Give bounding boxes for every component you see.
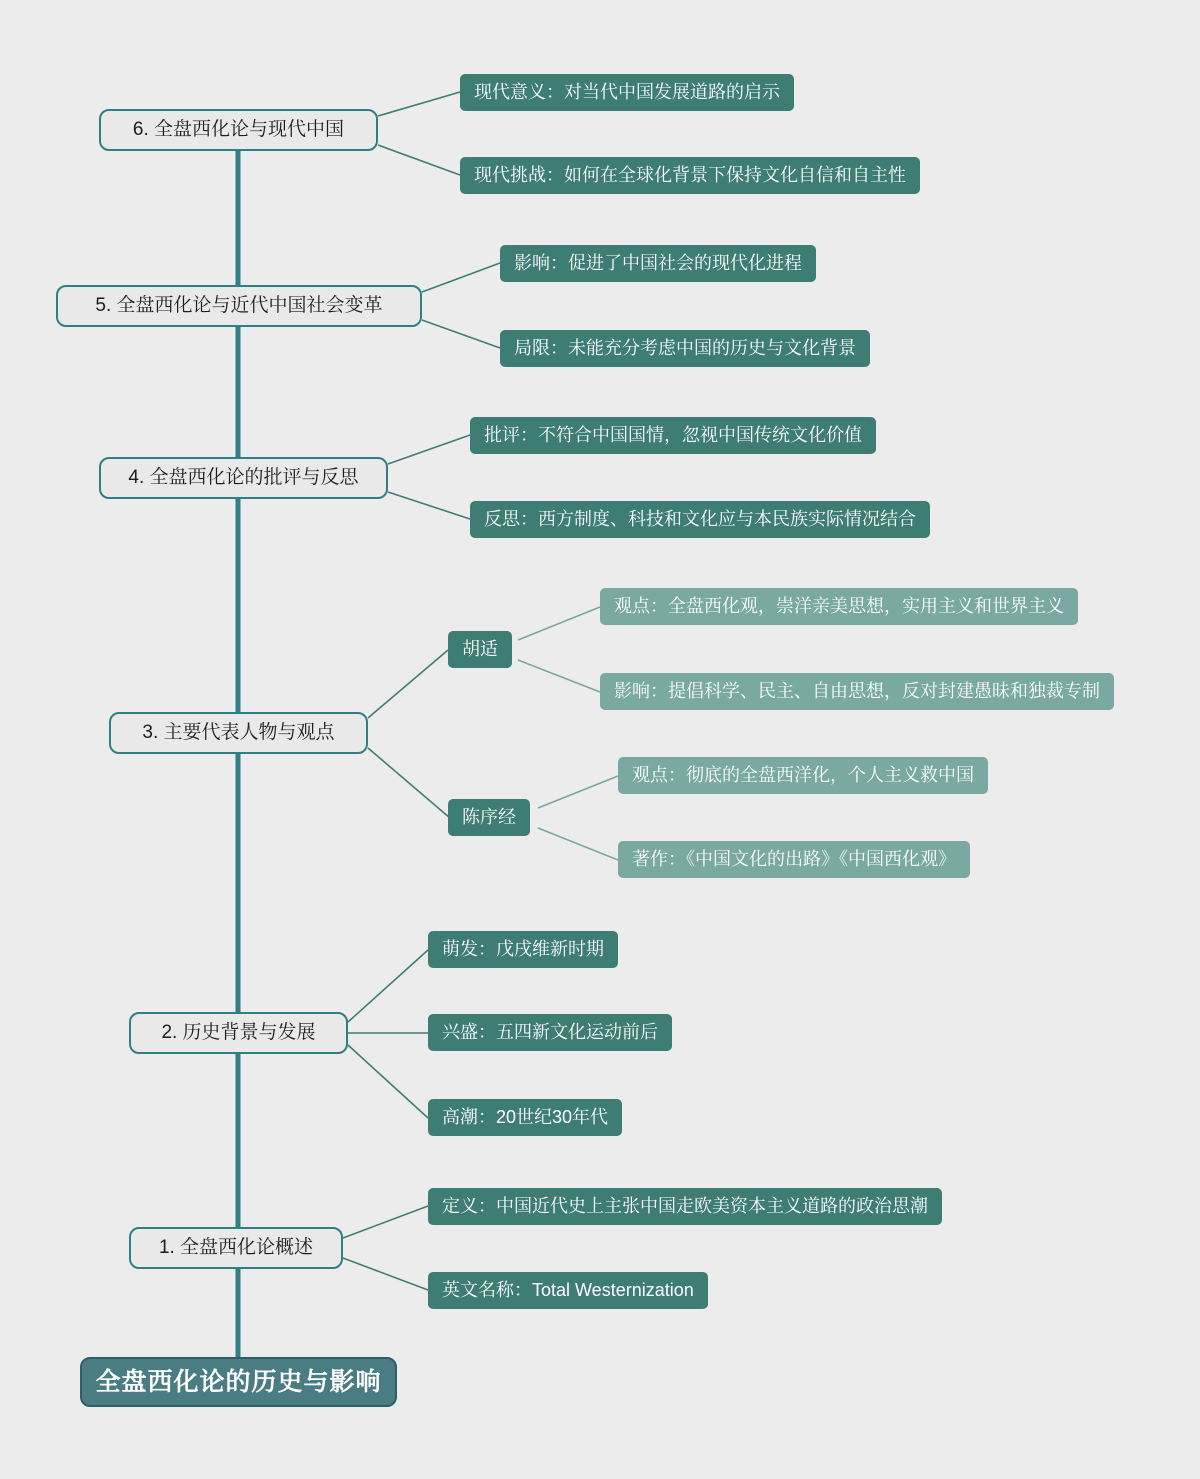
branch-node-2[interactable] bbox=[129, 1012, 348, 1054]
branch-label-2: 2. 历史背景与发展 bbox=[161, 1021, 316, 1043]
branch-label-5: 5. 全盘西化论与近代中国社会变革 bbox=[95, 294, 383, 316]
point-node-1-1[interactable] bbox=[600, 588, 1078, 625]
leaf-node-5-2[interactable] bbox=[500, 330, 870, 367]
leaf-label-1-2: 英文名称：Total Westernization bbox=[442, 1279, 694, 1300]
person-node-huhsi[interactable] bbox=[448, 631, 512, 668]
branch-label-4: 4. 全盘西化论的批评与反思 bbox=[128, 466, 359, 488]
point-node-2-2[interactable] bbox=[618, 841, 970, 878]
branch-node-5[interactable] bbox=[56, 285, 422, 327]
leaf-node-5-1[interactable] bbox=[500, 245, 816, 282]
point-label-1-2: 影响：提倡科学、民主、自由思想，反对封建愚昧和独裁专制 bbox=[614, 680, 1100, 701]
leaf-label-6-1: 现代意义：对当代中国发展道路的启示 bbox=[474, 81, 780, 102]
leaf-node-4-1[interactable] bbox=[470, 417, 876, 454]
point-node-2-1[interactable] bbox=[618, 757, 988, 794]
leaf-node-1-1[interactable] bbox=[428, 1188, 942, 1225]
root-node[interactable] bbox=[80, 1357, 397, 1407]
leaf-node-4-2[interactable] bbox=[470, 501, 930, 538]
branch-node-4[interactable] bbox=[99, 457, 388, 499]
branch-node-3[interactable] bbox=[109, 712, 368, 754]
branch-label-6: 6. 全盘西化论与现代中国 bbox=[132, 118, 345, 140]
branch-label-3: 3. 主要代表人物与观点 bbox=[142, 721, 335, 743]
leaf-label-6-2: 现代挑战：如何在全球化背景下保持文化自信和自主性 bbox=[474, 164, 906, 185]
leaf-node-2-3[interactable] bbox=[428, 1099, 622, 1136]
leaf-label-4-1: 批评：不符合中国国情，忽视中国传统文化价值 bbox=[484, 424, 862, 445]
leaf-label-2-3: 高潮：20世纪30年代 bbox=[442, 1106, 609, 1127]
branch-node-1[interactable] bbox=[129, 1227, 343, 1269]
leaf-label-2-1: 萌发：戊戌维新时期 bbox=[442, 938, 604, 959]
point-label-1-1: 观点：全盘西化观，崇洋亲美思想，实用主义和世界主义 bbox=[614, 595, 1064, 616]
leaf-node-2-1[interactable] bbox=[428, 931, 618, 968]
leaf-label-1-1: 定义：中国近代史上主张中国走欧美资本主义道路的政治思潮 bbox=[442, 1195, 928, 1216]
point-label-2-1: 观点：彻底的全盘西洋化，个人主义救中国 bbox=[632, 764, 974, 785]
point-label-2-2: 著作：《中国文化的出路》《中国西化观》 bbox=[632, 848, 956, 869]
person-label-1: 胡适 bbox=[462, 638, 498, 659]
leaf-label-2-2: 兴盛：五四新文化运动前后 bbox=[442, 1021, 658, 1042]
root-label: 全盘西化论的历史与影响 bbox=[95, 1368, 382, 1396]
leaf-node-1-2[interactable] bbox=[428, 1272, 708, 1309]
leaf-label-5-2: 局限：未能充分考虑中国的历史与文化背景 bbox=[514, 337, 856, 358]
person-label-2: 陈序经 bbox=[462, 806, 516, 827]
point-node-1-2[interactable] bbox=[600, 673, 1114, 710]
leaf-label-5-1: 影响：促进了中国社会的现代化进程 bbox=[514, 252, 802, 273]
branch-node-6[interactable] bbox=[99, 109, 378, 151]
branch-label-1: 1. 全盘西化论概述 bbox=[158, 1236, 314, 1258]
leaf-label-4-2: 反思：西方制度、科技和文化应与本民族实际情况结合 bbox=[484, 508, 916, 529]
leaf-node-6-1[interactable] bbox=[460, 74, 794, 111]
leaf-node-2-2[interactable] bbox=[428, 1014, 672, 1051]
person-node-chenxujing[interactable] bbox=[448, 799, 530, 836]
leaf-node-6-2[interactable] bbox=[460, 157, 920, 194]
